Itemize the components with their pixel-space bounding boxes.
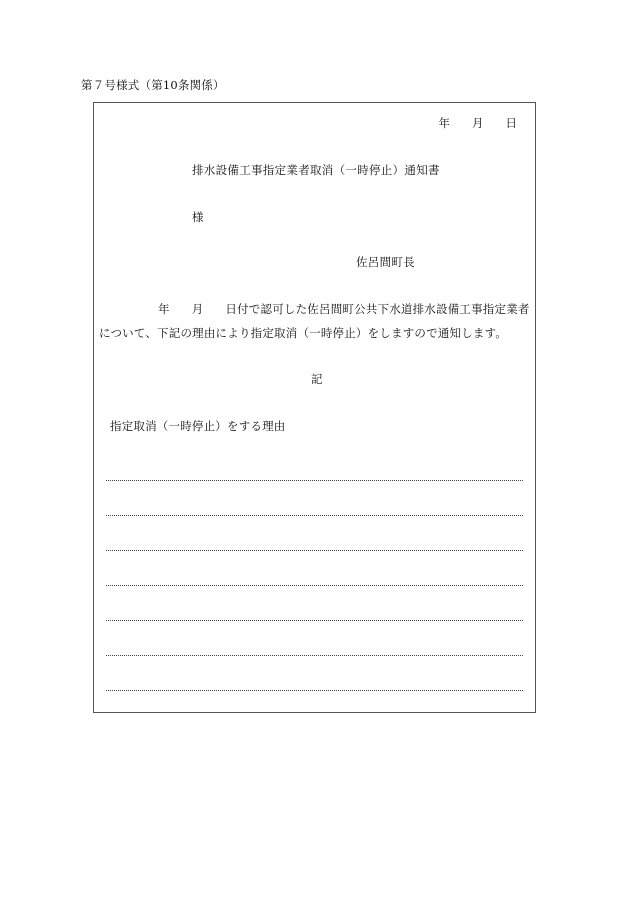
reason-line-2 [106, 515, 523, 516]
date-line [439, 115, 518, 131]
date-day-label: 日 [505, 116, 517, 130]
reason-line-3 [106, 550, 523, 551]
reason-line-5 [106, 620, 523, 621]
body-line-2: について、下記の理由により指定取消（一時停止）をしますので通知します。 [99, 326, 508, 340]
ki-heading: 記 [311, 372, 323, 386]
reason-line-7 [106, 690, 523, 691]
body-year-label: 年 [158, 302, 170, 316]
date-month-label: 月 [472, 116, 484, 130]
date-year-label: 年 [438, 116, 450, 130]
reason-line-4 [106, 585, 523, 586]
body-month-label: 月 [191, 302, 204, 316]
issuer-name: 佐呂間町長 [356, 255, 415, 269]
reason-line-1 [106, 480, 523, 481]
form-number: 第７号様式（第10条関係） [81, 78, 225, 92]
document-title: 排水設備工事指定業者取消（一時停止）通知書 [192, 163, 440, 177]
body-line-1 [158, 301, 530, 317]
reason-line-6 [106, 655, 523, 656]
addressee-suffix: 様 [192, 210, 204, 224]
body-line1-text: 日付で認可した佐呂間町公共下水道排水設備工事指定業者 [225, 302, 530, 316]
reason-heading: 指定取消（一時停止）をする理由 [110, 419, 286, 433]
form-frame [93, 102, 536, 713]
